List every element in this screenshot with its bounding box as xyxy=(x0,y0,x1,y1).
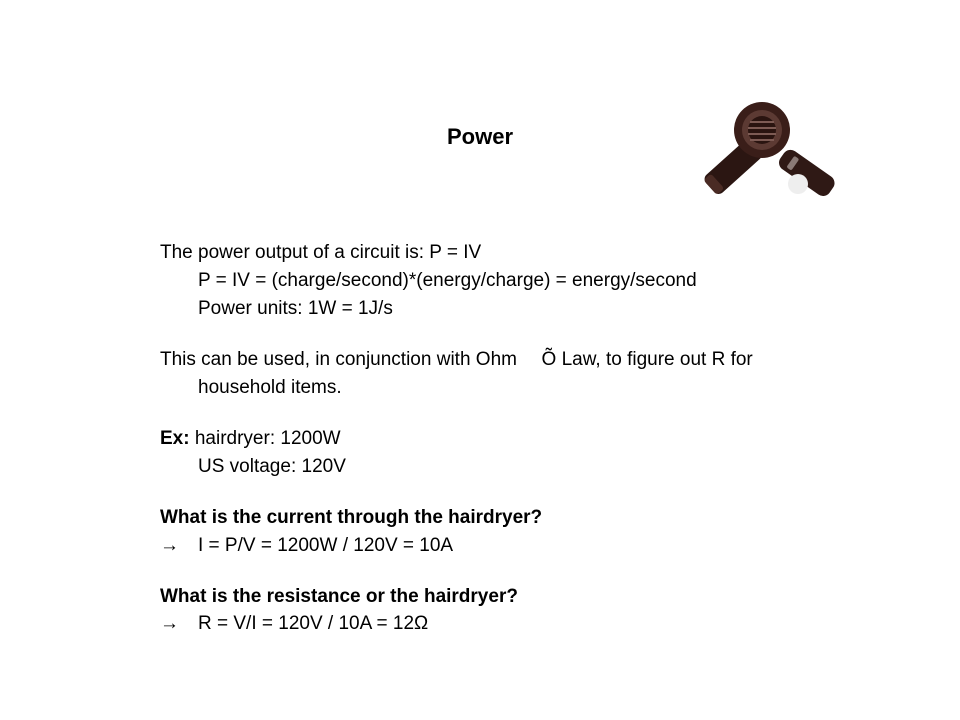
ohm-text-b: Law, to figure out R for xyxy=(561,349,753,370)
units-line: Power units: 1W = 1J/s xyxy=(198,298,393,319)
arrow-icon: → xyxy=(160,613,179,634)
hairdryer-icon xyxy=(690,98,840,210)
answer-resistance xyxy=(160,613,428,635)
arrow-icon: → xyxy=(160,535,179,556)
ohm-line-2: household items. xyxy=(198,377,342,398)
ohm-line-1 xyxy=(160,349,753,371)
ohm-text-a: This can be used, in conjunction with Ohm xyxy=(160,349,517,370)
question-resistance: What is the resistance or the hairdryer? xyxy=(160,586,518,607)
example-text: hairdryer: 1200W xyxy=(189,428,341,449)
example-line xyxy=(160,428,341,450)
answer-current-text: I = P/V = 1200W / 120V = 10A xyxy=(198,535,454,556)
answer-resistance-text: R = V/I = 120V / 10A = 12Ω xyxy=(198,613,429,634)
formula-line: P = IV = (charge/second)*(energy/charge) = energy/second xyxy=(198,270,697,291)
voltage-line: US voltage: 120V xyxy=(198,456,346,477)
ohm-glyph: Õ xyxy=(541,349,557,370)
example-label: Ex: xyxy=(160,428,190,449)
intro-line: The power output of a circuit is: P = IV xyxy=(160,242,482,263)
answer-current xyxy=(160,535,453,557)
question-current: What is the current through the hairdryer? xyxy=(160,507,543,528)
slide-title: Power xyxy=(446,124,514,149)
